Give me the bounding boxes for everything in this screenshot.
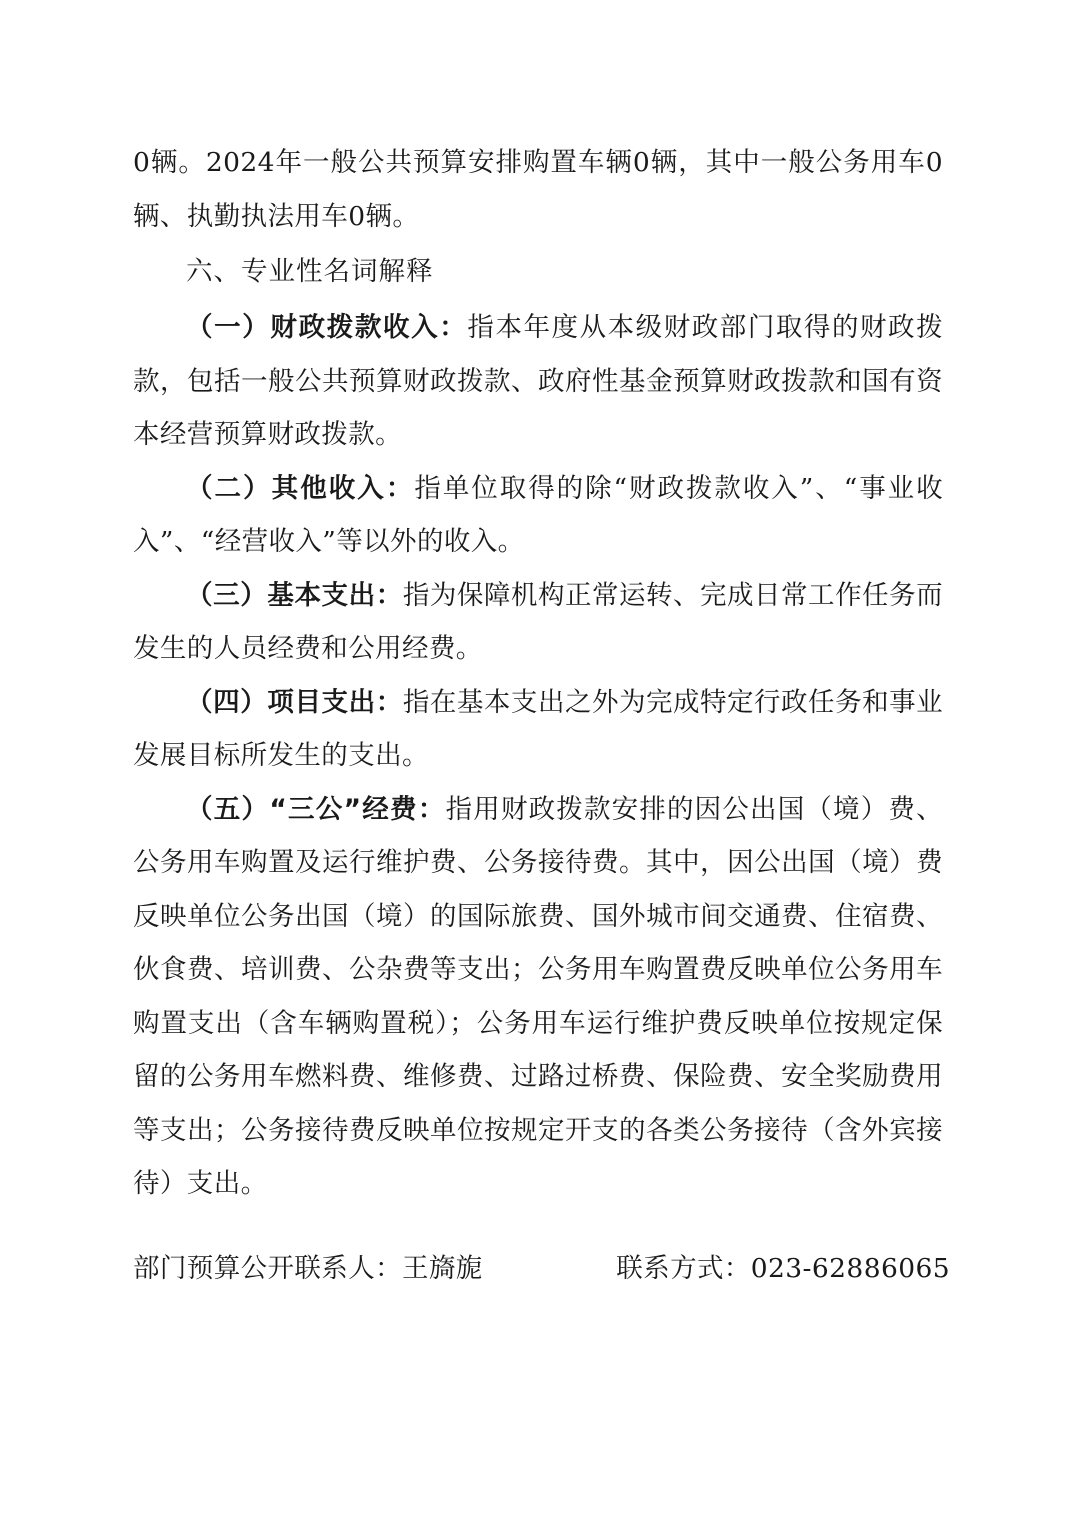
definition-text: 指在基本支出之外为完成特定行政任务和事业发展目标所发生的支出。 (133, 686, 944, 771)
definition-text: 指为保障机构正常运转、完成日常工作任务而发生的人员经费和公用经费。 (133, 579, 944, 664)
definition-project-expenditure (133, 676, 943, 783)
definition-text: 指单位取得的除“财政拨款收入”、“事业收入”、“经营收入”等以外的收入。 (133, 472, 943, 557)
contact-method: 联系方式：023-62886065 (616, 1253, 950, 1284)
definition-text: 指用财政拨款安排的因公出国（境）费、公务用车购置及运行维护费、公务接待费。其中，因公出国（境）费反映单位公务出国（境）的国际旅费、国外城市间交通费、住宿费、伙食费、培训费、公杂费等支出；公务用车购置费反映单位公务用车购置支出（含车辆购置税）；公务用车运行维护费反映单位按规定保留的公务用车燃料费、维修费、过路过桥费、保险费、安全奖励费用等支出；公务接待费反映单位按规定开支的各类公务接待（含外宾接待）支出。 (133, 793, 943, 1199)
contact-line (133, 1245, 950, 1293)
definition-term: （三）基本支出： (186, 579, 403, 611)
definition-term: （二）其他收入： (186, 472, 415, 504)
definition-other-income (133, 462, 943, 569)
definition-term: （五）“三公”经费： (186, 793, 446, 825)
definition-three-public-expenses (133, 783, 943, 1211)
document-body (133, 136, 943, 1211)
contact-person: 部门预算公开联系人：王旖旎 (133, 1253, 483, 1284)
definition-term: （一）财政拨款收入： (186, 312, 468, 343)
definition-term: （四）项目支出： (186, 686, 403, 718)
definition-text: 指本年度从本级财政部门取得的财政拨款，包括一般公共预算财政拨款、政府性基金预算财政拨款和国有资本经营预算财政拨款。 (133, 312, 943, 450)
intro-paragraph: 0辆。2024年一般公共预算安排购置车辆0辆，其中一般公务用车0辆、执勤执法用车0辆。 (133, 147, 943, 232)
definition-basic-expenditure (133, 569, 943, 676)
definition-fiscal-appropriation (133, 301, 943, 462)
section-heading: 六、专业性名词解释 (186, 256, 434, 287)
